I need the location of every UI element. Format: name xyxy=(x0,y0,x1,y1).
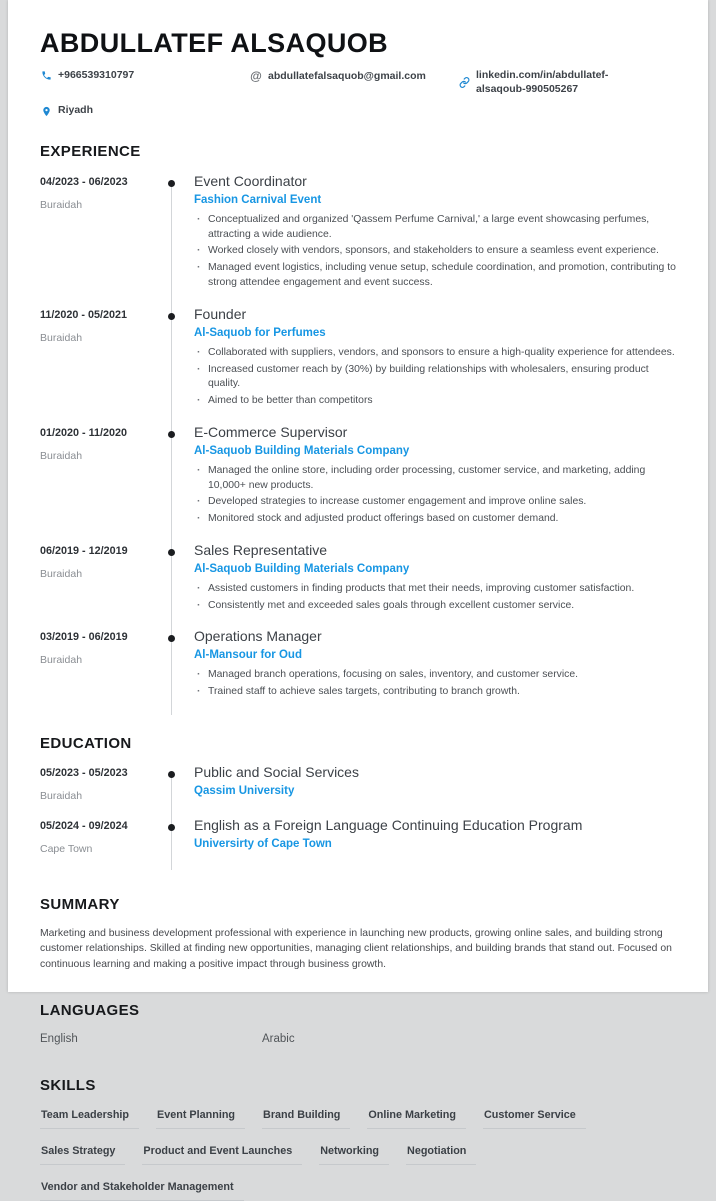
bullet-list xyxy=(194,582,682,614)
entry-location: Buraidah xyxy=(40,449,83,462)
skills-list xyxy=(40,1109,670,1201)
summary-heading: SUMMARY xyxy=(40,895,120,913)
timeline-marker xyxy=(140,764,194,817)
language-item: Arabic xyxy=(262,1032,295,1045)
location-contact xyxy=(40,104,250,118)
education-heading: EDUCATION xyxy=(40,734,132,752)
experience-entry xyxy=(40,306,682,424)
entry-location: Buraidah xyxy=(40,654,83,667)
timeline-marker xyxy=(140,628,194,715)
resume-page xyxy=(8,0,708,1193)
bullet-list xyxy=(194,213,682,291)
job-title: Operations Manager xyxy=(194,628,322,645)
bullet-item: · Trained staff to achieve sales targets, contributing to branch growth. xyxy=(194,685,682,700)
entry-location: Buraidah xyxy=(40,331,83,344)
bullet-list xyxy=(194,464,682,527)
entry-date: 03/2019 - 06/2019 xyxy=(40,631,128,644)
summary-text: Marketing and business development professional with experience in launching new products, growing online sales, and building strong customer relationships. Skilled at finding new opportunities, managing client relationships, and building brands that stand out. Focused on continuous learning and making a positive impact through business growth. xyxy=(40,927,672,970)
linkedin-contact[interactable] xyxy=(458,69,682,96)
skill-chip: Sales Strategy xyxy=(40,1145,125,1165)
entry-location: Cape Town xyxy=(40,842,93,855)
entry-date: 04/2023 - 06/2023 xyxy=(40,175,128,188)
bullet-item: · Increased customer reach by (30%) by building relationships with wholesalers, ensuring product quality. xyxy=(194,363,682,393)
experience-heading: EXPERIENCE xyxy=(40,142,141,160)
bullet-item: · Developed strategies to increase customer engagement and improve online sales. xyxy=(194,495,682,510)
skill-chip: Negotiation xyxy=(406,1145,476,1165)
school-link[interactable]: Qassim University xyxy=(194,784,295,797)
bullet-item: · Monitored stock and adjusted product offerings based on customer demand. xyxy=(194,512,682,527)
bullet-item: · Assisted customers in finding products that met their needs, improving customer satisfaction. xyxy=(194,582,682,597)
bullet-item: · Worked closely with vendors, sponsors, and stakeholders to ensure a seamless event experience. xyxy=(194,244,682,259)
entry-date: 01/2020 - 11/2020 xyxy=(40,426,128,439)
skill-chip: Vendor and Stakeholder Management xyxy=(40,1181,244,1201)
experience-entry xyxy=(40,542,682,629)
skills-heading: SKILLS xyxy=(40,1076,96,1094)
entry-date: 05/2023 - 05/2023 xyxy=(40,766,128,779)
bullet-item: · Managed event logistics, including venue setup, schedule coordination, and promotion, contributing to strong attendee engagement and event success. xyxy=(194,261,682,291)
school-link[interactable]: Universirty of Cape Town xyxy=(194,837,332,850)
languages-list xyxy=(40,1033,682,1045)
entry-location: Buraidah xyxy=(40,567,83,580)
email-address: abdullatefalsaquob@gmail.com xyxy=(268,69,426,82)
entry-date: 11/2020 - 05/2021 xyxy=(40,308,128,321)
degree-title: Public and Social Services xyxy=(194,763,359,780)
company-link[interactable]: Al-Saquob for Perfumes xyxy=(194,326,326,339)
bullet-item: · Consistently met and exceeded sales goals through excellent customer service. xyxy=(194,599,682,614)
bullet-list xyxy=(194,668,682,700)
company-link[interactable]: Fashion Carnival Event xyxy=(194,193,322,206)
skill-chip: Networking xyxy=(319,1145,389,1165)
language-item: English xyxy=(40,1032,78,1045)
experience-entry xyxy=(40,173,682,306)
skills-section xyxy=(40,1077,682,1201)
bullet-item: · Managed the online store, including order processing, customer service, and marketing, adding 10,000+ new products. xyxy=(194,464,682,494)
bullet-item: · Conceptualized and organized 'Qassem Perfume Carnival,' a large event showcasing perfumes, attracting a wide audience. xyxy=(194,213,682,243)
company-link[interactable]: Al-Mansour for Oud xyxy=(194,649,302,662)
bullet-list xyxy=(194,346,682,409)
contact-bar xyxy=(40,69,682,118)
linkedin-url: linkedin.com/in/abdullatef-alsaqoub-990505267 xyxy=(476,69,609,95)
skill-chip: Product and Event Launches xyxy=(142,1145,302,1165)
timeline-marker xyxy=(140,306,194,424)
location-text: Riyadh xyxy=(58,104,94,117)
entry-date: 05/2024 - 09/2024 xyxy=(40,819,128,832)
skill-chip: Event Planning xyxy=(156,1109,245,1129)
email-contact[interactable] xyxy=(250,69,458,85)
experience-entry xyxy=(40,628,682,715)
summary-section xyxy=(40,896,682,972)
company-link[interactable]: Al-Saquob Building Materials Company xyxy=(194,444,410,457)
experience-entry xyxy=(40,424,682,542)
phone-contact[interactable] xyxy=(40,69,250,83)
person-name: ABDULLATEF ALSAQUOB xyxy=(40,28,389,58)
languages-section xyxy=(40,1002,682,1045)
skill-chip: Customer Service xyxy=(483,1109,586,1129)
company-link[interactable]: Al-Saquob Building Materials Company xyxy=(194,562,410,575)
link-icon xyxy=(458,77,470,88)
phone-icon xyxy=(40,70,52,81)
timeline-marker xyxy=(140,424,194,542)
bullet-item: · Collaborated with suppliers, vendors, and sponsors to ensure a high-quality experience for attendees. xyxy=(194,346,682,361)
degree-title: English as a Foreign Language Continuing Education Program xyxy=(194,816,583,833)
phone-number: +966539310797 xyxy=(58,69,135,81)
timeline-marker xyxy=(140,173,194,306)
job-title: Sales Representative xyxy=(194,541,328,558)
job-title: E-Commerce Supervisor xyxy=(194,423,348,440)
entry-location: Buraidah xyxy=(40,198,83,211)
at-icon: @ xyxy=(250,69,262,83)
bullet-item: · Managed branch operations, focusing on sales, inventory, and customer service. xyxy=(194,668,682,683)
skill-chip: Online Marketing xyxy=(367,1109,466,1129)
skill-chip: Brand Building xyxy=(262,1109,350,1129)
pin-icon xyxy=(40,106,52,117)
job-title: Event Coordinator xyxy=(194,172,307,189)
entry-location: Buraidah xyxy=(40,789,83,802)
timeline-marker xyxy=(140,817,194,870)
education-section xyxy=(40,735,682,870)
bullet-item: · Aimed to be better than competitors xyxy=(194,394,682,409)
entry-date: 06/2019 - 12/2019 xyxy=(40,544,128,557)
languages-heading: LANGUAGES xyxy=(40,1001,140,1019)
skill-chip: Team Leadership xyxy=(40,1109,139,1129)
job-title: Founder xyxy=(194,305,247,322)
education-entry xyxy=(40,817,682,870)
experience-section xyxy=(40,143,682,715)
education-entry xyxy=(40,764,682,817)
timeline-marker xyxy=(140,542,194,629)
